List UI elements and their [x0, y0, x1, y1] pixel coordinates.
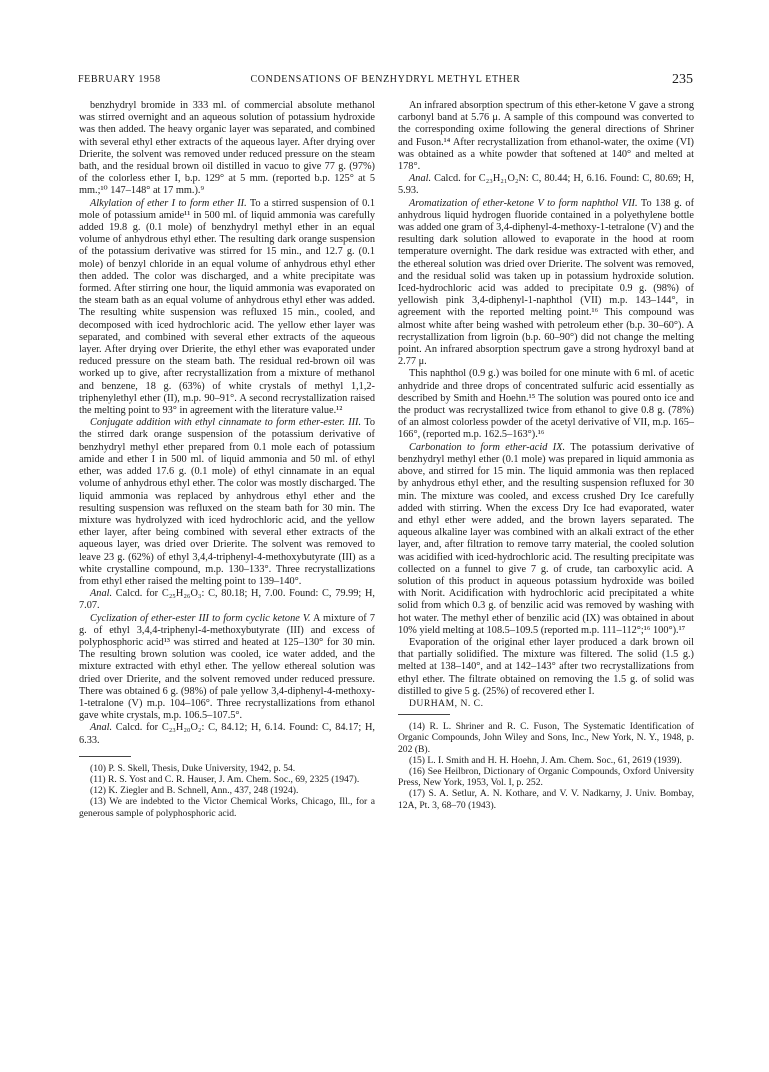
- paragraph-acetylation: This naphthol (0.9 g.) was boiled for one minute with 6 ml. of acetic anhydride and three drops of concentrated sulfuric acid essentially as described by Smith and Hoehn.¹⁵ The solution was poured onto ice and the product was recrystallized twice from ethanol to give 0.8 g. (78%) of an almost colorless powder of the acetyl derivative of VII, m.p. 165–166°, (reported m.p. 162.5–163°).¹⁶: [398, 368, 694, 441]
- footnote-15: (15) L. I. Smith and H. H. Hoehn, J. Am. Chem. Soc., 61, 2619 (1939).: [409, 754, 682, 766]
- heading-alkylation: Alkylation of ether I to form ether II.: [90, 197, 247, 209]
- heading-cyclization: Cyclization of ether-ester III to form cyclic ketone V.: [90, 612, 311, 624]
- paragraph-analysis-vi: [398, 173, 694, 197]
- paragraph-carbonation: [398, 442, 694, 637]
- text-carbonation: The potassium derivative of benzhydryl methyl ether (0.1 mole) was prepared in liquid ammonia as above, and stirred for 15 min. The liquid ammonia was then replaced by anhydrous ethyl ether, and the resulting suspension refluxed for 30 min. The mixture was cooled, and excess crushed Dry Ice carefully added with stirring. When the excess Dry Ice had evaporated, water and ethyl ether were added, and the brown layers separated. The aqueous alkaline layer was combined with an alkali extract of the ether layer, and, after filtration to remove tarry material, the cooled solution was acidified with iced-hydrochloric acid. The resulting precipitate was collected on a funnel to give 7 g. of crude, tan carboxylic acid. A solution of this product in aqueous potassium hydroxide was boiled with Norit. Acidification with hydrochloric acid precipitated a white solid from which 0.3 g. of benzilic acid was removed by washing with hot water. The methyl ether of benzilic acid (IX) was obtained in about 10% yield melting at 108.5–109.5 (reported m.p. 111–112°;¹⁶ 100°).¹⁷: [398, 441, 694, 636]
- footnote-11: (11) R. S. Yost and C. R. Hauser, J. Am. Chem. Soc., 69, 2325 (1947).: [90, 773, 360, 785]
- anal-label: Anal.: [90, 722, 113, 734]
- text-alkylation: To a stirred suspension of 0.1 mole of potassium amide¹¹ in 500 ml. of liquid ammonia was carefully added 19.8 g. (0.1 mole) of benzhydryl methyl ether in an equal volume of anhydrous ethyl ether. The resulting dark orange suspension of the potassium derivative was stirred for 15 min., and 12.7 g. (0.1 mole) of benzyl chloride in an equal volume of anhydrous ethyl ether then added. The color was discharged, and a white precipitate was formed. After stirring one hour, the liquid ammonia was evaporated on the steam bath as an equal volume of anhydrous ethyl ether was added. The resulting white suspension was refluxed 15 min., cooled, and decomposed with iced hydrochloric acid. The yellow ether layer was separated, and combined with several ether extracts of the aqueous layer. After drying over Drierite, the ethyl ether was evaporated under reduced pressure on the steam bath. The residual red-brown oil was worked up to give, after recrystallization from a mixture of methanol and benzene, 18 g. (63%) of white crystals of methyl 1,1,2-triphenylethyl ether (II), m.p. 90–91°. A second recrystallization raised the melting point to 93° in agreement with the literature value.¹²: [79, 197, 376, 417]
- text-cyclization: A mixture of 7 g. of ethyl 3,4,4-triphenyl-4-methoxybutyrate (III) and excess of polyphosphoric acid¹³ was stirred and heated at 125–130° for 30 min. The resulting brown solution was cooled, ice water added, and the mixture extracted with ethyl ether. The yellow ethereal solution was dried over Drierite, and the solvent removed under reduced pressure. There was obtained 6 g. (98%) of pale yellow 3,4-diphenyl-4-methoxy-1-tetralone (V) m.p. 104–106°. Three recrystallizations from ethanol gave white crystals, m.p. 106.5–107.5°.: [79, 612, 376, 722]
- running-head: [78, 74, 693, 88]
- paragraph-conjugate-addition: [79, 417, 375, 588]
- text-aromatization: To 138 g. of anhydrous liquid hydrogen fluoride contained in a polyethylene bottle was added one gram of 3,4-diphenyl-4-methoxy-1-tetralone (V) and the resulting dark solution allowed to evaporate in the hood at room temperature overnight. The dark residue was extracted with ether, and the ethereal solution was dried over Drierite. The solvent was removed, and the residual solid was taken up in potassium hydroxide solution. Iced-hydrochloric acid was added to precipitate 0.9 g. (98%) of yellowish pink 3,4-diphenyl-1-naphthol (VII) m.p. 143–144°, in agreement with the reported melting point.¹⁶ This compound was almost white after being washed with petroleum ether (b.p. 30–60°). A recrystallization from ligroin (b.p. 60–90°) did not change the melting point. An infrared absorption spectrum gave a strong hydroxyl band at 2.77 μ.: [398, 197, 695, 368]
- paragraph-ether-preparation: benzhydryl bromide in 333 ml. of commercial absolute methanol was stirred overnight and an aqueous solution of potassium hydroxide was then added. The heavy organic layer was separated, and combined with several ethyl ether extracts of the aqueous layer. After drying over Drierite, the solvent was removed under reduced pressure on the steam bath, and the residual brown oil distilled in vacuo to give 77 g. (97%) of the colorless ether I, b.p. 129° at 5 mm. (reported b.p. 125° at 5 mm.;¹⁰ 147–148° at 17 mm.).⁹: [79, 100, 375, 197]
- paragraph-aromatization: [398, 198, 694, 369]
- paragraph-analysis-v: [79, 722, 375, 746]
- paragraph-evaporation: Evaporation of the original ether layer produced a dark brown oil that partially solidified. The mixture was filtered. The solid (1.5 g.) melted at 138–140°, and at 142–143° after two recrystallizations from ethyl ether. The filtrate obtained on removing the 1.5 g. of solid was distilled to give 5 g. (25%) of recovered ether I.: [398, 636, 694, 697]
- left-column: [79, 100, 375, 819]
- footnote-14: (14) R. L. Shriner and R. C. Fuson, The Systematic Identification of Organic Compounds, John Wiley and Sons, Inc., New York, N. Y., 1948, p. 202 (B).: [398, 721, 694, 755]
- footnotes-left: [79, 763, 375, 819]
- address-divider: [398, 714, 450, 715]
- footnote-divider: [79, 756, 131, 757]
- footnote-10: (10) P. S. Skell, Thesis, Duke University, 1942, p. 54.: [90, 762, 296, 774]
- footnotes-right: [398, 721, 694, 811]
- page-number: 235: [672, 72, 693, 87]
- running-head-title: CONDENSATIONS OF BENZHYDRYL METHYL ETHER: [250, 74, 521, 85]
- heading-conjugate-addition: Conjugate addition with ethyl cinnamate to form ether-ester. III.: [90, 417, 362, 429]
- analysis-v-values: Calcd. for C₂₃H₂₀O₂: C, 84.12; H, 6.14. Found: C, 84.17; H, 6.33.: [79, 722, 375, 746]
- running-head-date: FEBRUARY 1958: [78, 74, 161, 85]
- paragraph-cyclization: [79, 613, 375, 723]
- analysis-iii-values: Calcd. for C₂₅H₂₆O₃: C, 80.18; H, 7.00. Found: C, 79.99; H, 7.07.: [79, 588, 375, 612]
- paragraph-infrared-oxime: An infrared absorption spectrum of this ether-ketone V gave a strong carbonyl band at 5.76 μ. A sample of this compound was converted to the corresponding oxime following the general directions of Shriner and Fuson.¹⁴ After recrystallization from ethanol-water, the oxime (VI) was obtained as a white powder that softened at 140° and melted at 178°.: [398, 100, 694, 173]
- author-address: DURHAM, N. C.: [409, 697, 484, 709]
- right-column: [398, 100, 694, 811]
- analysis-vi-values: Calcd. for C₂₃H₂₁O₂N: C, 80.44; H, 6.16. Found: C, 80.69; H, 5.93.: [398, 173, 694, 197]
- text-conjugate-addition: To the stirred dark orange suspension of the potassium derivative of benzhydryl methyl ether prepared from 0.1 mole each of potassium amide and ether I in 500 ml. of liquid ammonia and 50 ml. of ethyl ether, was added 17.6 g. (0.1 mole) of ethyl cinnamate in an equal volume of anhydrous ethyl ether. The color was mostly discharged. The liquid ammonia was replaced by anhydrous ethyl ether and the resulting suspension was refluxed on the steam bath for 30 min. The mixture was hydrolyzed with iced hydrochloric acid, and the yellow ether layer, after being combined with several ether extracts of the aqueous layer, was dried over Drierite. The solvent was removed to leave 23 g. (62%) of ethyl 3,4,4-triphenyl-4-methoxybutyrate (III) as a white crystalline compound, m.p. 130–133°. Three recrystallizations from ethyl ether raised the melting point to 139–140°.: [79, 417, 375, 587]
- anal-label: Anal.: [409, 173, 432, 185]
- paragraph-analysis-iii: [79, 588, 375, 612]
- footnote-17: (17) S. A. Setlur, A. N. Kothare, and V. V. Nadkarny, J. Univ. Bombay, 12A, Pt. 3, 68–70 (1943).: [398, 788, 694, 811]
- footnote-12: (12) K. Ziegler and B. Schnell, Ann., 437, 248 (1924).: [90, 785, 299, 797]
- paragraph-alkylation: [79, 198, 375, 418]
- heading-carbonation: Carbonation to form ether-acid IX.: [409, 441, 566, 453]
- footnote-13: (13) We are indebted to the Victor Chemical Works, Chicago, Ill., for a generous sample of polyphosphoric acid.: [79, 796, 375, 819]
- heading-aromatization: Aromatization of ether-ketone V to form naphthol VII.: [409, 197, 638, 209]
- anal-label: Anal.: [90, 588, 113, 600]
- footnote-16: (16) See Heilbron, Dictionary of Organic Compounds, Oxford University Press, New York, 1953, Vol. I, p. 252.: [398, 765, 694, 789]
